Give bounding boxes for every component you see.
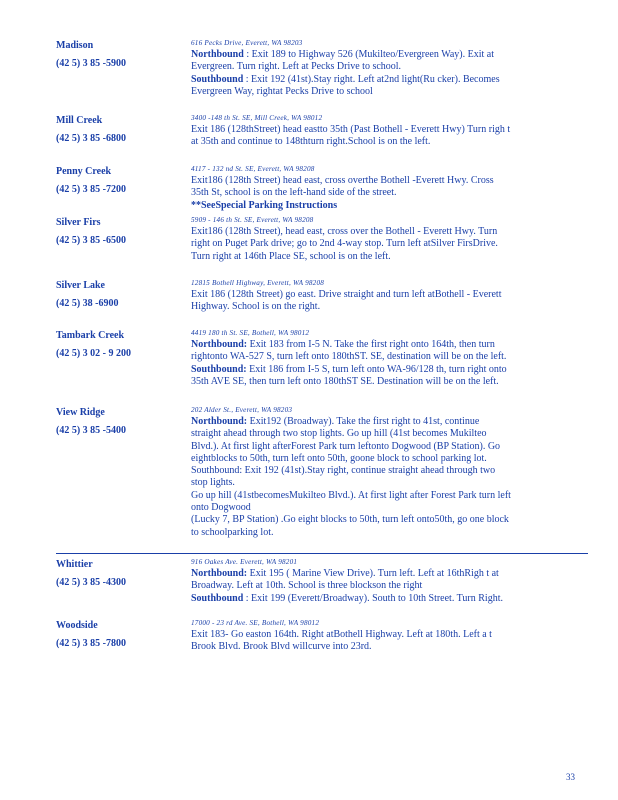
school-phone: (42 5) 3 85 -6800 [56,133,126,144]
direction-line [191,74,586,86]
direction-line [191,226,586,238]
direction-text: Blvd.). At first light afterForest Park turn leftonto Dogwood (BP Station). Go [191,440,501,452]
section-divider [56,553,588,554]
direction-label: Northbound [191,49,244,60]
school-address: 202 Alder St., Everett, WA 98203 [191,406,293,414]
school-phone: (42 5) 38 -6900 [56,298,119,309]
direction-text: onto Dogwood [191,502,251,514]
direction-line [191,238,586,250]
school-name: Madison [56,40,94,51]
direction-text: : Exit 199 (Everett/Broadway). South to 10th Street. Turn Right. [243,592,503,604]
direction-text: Broadway. Left at 10th. School is three blockson the right [191,580,423,592]
direction-text: Exit 186 (128thStreet) head eastto 35th (Past Bothell - Everett Hwy) Turn righ t [191,124,511,135]
direction-line [191,376,586,388]
school-address: 3400 -148 th St. SE, Mill Creek, WA 98012 [191,114,323,122]
direction-line [191,351,586,363]
direction-text: Brook Blvd. Brook Blvd willcurve into 23rd. [191,641,372,653]
direction-label: Southbound [191,592,244,604]
direction-text: Exit 186 (128th Street) go east. Drive straight and turn left atBothell - Everett [191,289,502,300]
direction-line [191,416,586,428]
school-phone: (42 5) 3 85 -7200 [56,184,126,195]
school-phone: (42 5) 3 85 -4300 [56,577,126,588]
school-phone: (42 5) 3 85 -5400 [56,425,126,436]
direction-text: Exit 183- Go easton 164th. Right atBothell Highway. Left at 180th. Left a t [191,629,492,640]
direction-text: Southbound: Exit 192 (41st).Stay right, continue straight ahead through two [191,465,496,477]
direction-line [191,527,586,539]
direction-line [191,136,586,148]
direction-text: : Exit 189 to Highway 526 (Mukilteo/Evergreen Way). Exit at [243,49,494,60]
direction-text: Evergreen. Turn right. Left at Pecks Drive to school. [191,61,402,73]
direction-text: Evergreen Way, rightat Pecks Drive to school [191,85,373,97]
direction-line [191,580,586,592]
school-name: Mill Creek [56,115,103,126]
direction-text: Exit186 (128th Street) head east, cross overthe Bothell -Everett Hwy. Cross [191,175,494,186]
school-address: 12815 Bothell Highway, Everett, WA 98208 [191,279,325,287]
direction-line [191,441,586,453]
direction-line [191,289,586,301]
direction-line [191,364,586,376]
direction-text: to schoolparking lot. [191,526,274,538]
direction-line [191,568,586,580]
direction-label: **SeeSpecial [191,199,246,211]
school-phone: (42 5) 3 85 -5900 [56,58,126,69]
direction-text: 35th AVE SE, then turn left onto 180thST SE. Destination will be on the left. [191,375,499,387]
direction-line [191,465,586,477]
direction-line [191,175,586,187]
direction-line [191,251,586,263]
direction-line [191,629,586,641]
direction-label: Southbound: [191,363,247,375]
direction-text: Exit 186 from I-5 S, turn left onto WA-96/128 th, turn right onto [246,363,507,375]
direction-line [191,453,586,465]
direction-line [191,502,586,514]
school-address: 5909 - 146 th St. SE, Everett, WA 98208 [191,216,314,224]
school-phone: (42 5) 3 85 -6500 [56,235,126,246]
direction-text: Turn right at 146th Place SE, school is on the left. [191,250,391,262]
school-address: 616 Pecks Drive, Everett, WA 98203 [191,39,303,47]
direction-line [191,86,586,98]
direction-line [191,301,586,313]
school-name: View Ridge [56,407,105,418]
school-name: Woodside [56,620,98,631]
school-name: Silver Lake [56,280,105,291]
direction-text: stop lights. [191,477,235,489]
direction-text: Highway. School is on the right. [191,301,321,313]
direction-line [191,490,586,502]
direction-line [191,187,586,199]
direction-line [191,514,586,526]
school-address: 17000 - 23 rd Ave. SE, Bothell, WA 98012 [191,619,320,627]
school-name: Penny Creek [56,166,112,177]
school-phone: (42 5) 3 85 -7800 [56,638,126,649]
school-phone: (42 5) 3 02 - 9 200 [56,348,131,359]
direction-line [191,49,586,61]
direction-label: Northbound: [191,339,248,350]
direction-text: : Exit 192 (41st).Stay right. Left at2nd light(Ru cker). Becomes [243,73,500,85]
direction-text: at 35th and continue to 148thturn right.School is on the left. [191,136,431,148]
school-address: 916 Oakes Ave. Everett, WA 98201 [191,558,298,566]
page-number: 33 [566,772,575,782]
direction-text: right on Puget Park drive; go to 2nd 4-way stop. Turn left atSilver FirsDrive. [191,238,498,250]
direction-text: rightonto WA-527 S, turn left onto 180thST. SE, destination will be on the left. [191,351,507,363]
direction-text: Exit186 (128th Street), head east, cross over the Bothell - Everett Hwy. Turn [191,226,498,237]
direction-text: Exit 195 ( Marine View Drive). Turn left. Left at 16thRigh t at [247,568,499,579]
direction-line [191,61,586,73]
direction-label: Southbound [191,73,244,85]
direction-text: Exit 183 from I-5 N. Take the first right onto 164th, then turn [247,339,495,350]
direction-line [191,200,586,212]
direction-line [191,477,586,489]
direction-line [191,593,586,605]
direction-line [191,124,586,136]
school-name: Tambark Creek [56,330,125,341]
school-name: Silver Firs [56,217,101,228]
school-address: 4117 - 132 nd St. SE, Everett, WA 98208 [191,165,315,173]
direction-label: Northbound: [191,568,248,579]
direction-text: (Lucky 7, BP Station) .Go eight blocks to 50th, turn left onto50th, go one block [191,514,509,526]
direction-line [191,641,586,653]
direction-text: eightblocks to 50th, turn left onto 50th, goone block to school parking lot. [191,452,487,464]
direction-line [191,339,586,351]
direction-text: Go up hill (41stbecomesMukilteo Blvd.). At first light after Forest Park turn left [191,489,511,501]
direction-text: straight ahead through two stop lights. Go up hill (41st becomes Mukilteo [191,428,487,440]
school-address: 4419 180 th St. SE, Bothell, WA 98012 [191,329,310,337]
direction-text: Parking Instructions [246,199,338,211]
direction-line [191,428,586,440]
school-name: Whittier [56,559,93,570]
direction-text: 35th St, school is on the left-hand side of the street. [191,187,397,199]
direction-label: Northbound: [191,416,248,427]
direction-text: Exit192 (Broadway). Take the first right to 41st, continue [247,416,480,427]
